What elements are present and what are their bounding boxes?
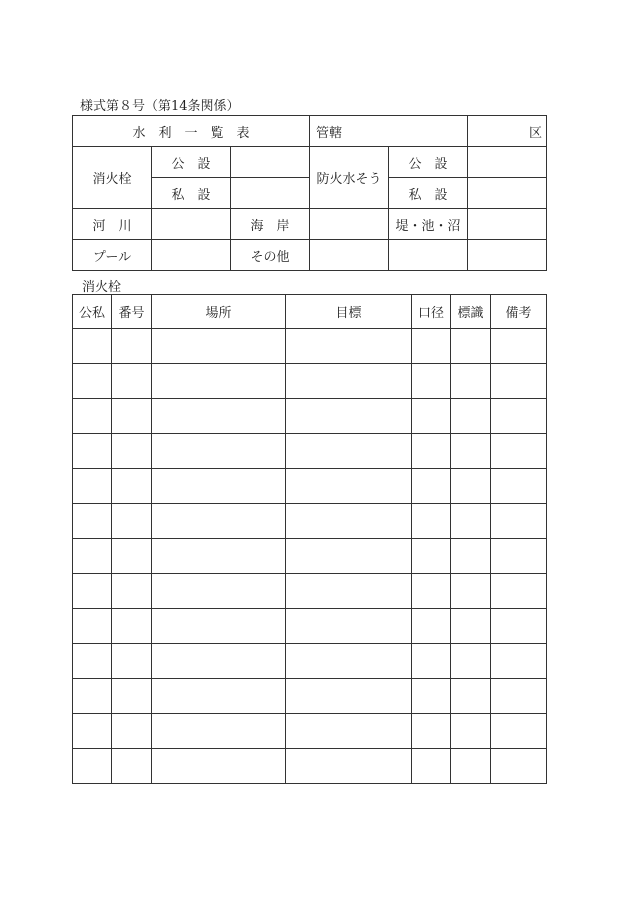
cell-number[interactable] [112, 469, 152, 504]
cell-number[interactable] [112, 679, 152, 714]
coast-count-cell[interactable] [310, 209, 389, 240]
cell-remarks[interactable] [491, 539, 547, 574]
water-resource-summary-table [72, 115, 547, 271]
cell-remarks[interactable] [491, 504, 547, 539]
cell-diameter[interactable] [412, 644, 451, 679]
other-label: その他 [231, 240, 310, 271]
cell-landmark[interactable] [286, 609, 412, 644]
cell-number[interactable] [112, 504, 152, 539]
cell-location[interactable] [152, 469, 286, 504]
cell-landmark[interactable] [286, 539, 412, 574]
cell-sign[interactable] [451, 609, 491, 644]
cell-public-private[interactable] [73, 644, 112, 679]
cell-number[interactable] [112, 434, 152, 469]
hydrant-public-count-cell[interactable] [231, 147, 310, 178]
hydrant-private-count-cell[interactable] [231, 178, 310, 209]
cell-diameter[interactable] [412, 609, 451, 644]
cell-location[interactable] [152, 749, 286, 784]
table-row [73, 539, 547, 574]
cell-location[interactable] [152, 504, 286, 539]
cell-landmark[interactable] [286, 504, 412, 539]
cell-location[interactable] [152, 329, 286, 364]
cell-diameter[interactable] [412, 364, 451, 399]
cell-location[interactable] [152, 434, 286, 469]
cell-location[interactable] [152, 714, 286, 749]
jurisdiction-label: 管轄 [310, 116, 468, 147]
cell-sign[interactable] [451, 364, 491, 399]
cell-diameter[interactable] [412, 539, 451, 574]
cell-diameter[interactable] [412, 714, 451, 749]
cistern-private-label: 私 設 [389, 178, 468, 209]
cell-public-private[interactable] [73, 749, 112, 784]
cell-remarks[interactable] [491, 364, 547, 399]
ward-suffix: 区 [468, 116, 547, 147]
cistern-private-count-cell[interactable] [468, 178, 547, 209]
cell-number[interactable] [112, 574, 152, 609]
cell-landmark[interactable] [286, 644, 412, 679]
header-location: 場所 [152, 295, 286, 329]
cell-number[interactable] [112, 329, 152, 364]
cell-sign[interactable] [451, 504, 491, 539]
cell-diameter[interactable] [412, 329, 451, 364]
cell-landmark[interactable] [286, 434, 412, 469]
cell-public-private[interactable] [73, 469, 112, 504]
cell-remarks[interactable] [491, 574, 547, 609]
cell-landmark[interactable] [286, 714, 412, 749]
cell-remarks[interactable] [491, 434, 547, 469]
cell-landmark[interactable] [286, 329, 412, 364]
table-row [73, 714, 547, 749]
table-row [73, 469, 547, 504]
cell-location[interactable] [152, 679, 286, 714]
cell-location[interactable] [152, 644, 286, 679]
river-count-cell[interactable] [152, 209, 231, 240]
cistern-public-count-cell[interactable] [468, 147, 547, 178]
pool-count-cell[interactable] [152, 240, 231, 271]
hydrant-public-label: 公 設 [152, 147, 231, 178]
table-row [73, 504, 547, 539]
cell-sign[interactable] [451, 644, 491, 679]
cell-sign[interactable] [451, 469, 491, 504]
cell-diameter[interactable] [412, 399, 451, 434]
cell-public-private[interactable] [73, 609, 112, 644]
cell-diameter[interactable] [412, 679, 451, 714]
extra-count-cell[interactable] [468, 240, 547, 271]
cell-public-private[interactable] [73, 679, 112, 714]
cell-sign[interactable] [451, 434, 491, 469]
cell-landmark[interactable] [286, 749, 412, 784]
cell-sign[interactable] [451, 329, 491, 364]
other-count-cell[interactable] [310, 240, 389, 271]
cell-public-private[interactable] [73, 539, 112, 574]
header-diameter: 口径 [412, 295, 451, 329]
cell-landmark[interactable] [286, 574, 412, 609]
cell-number[interactable] [112, 714, 152, 749]
cell-remarks[interactable] [491, 609, 547, 644]
cistern-public-label: 公 設 [389, 147, 468, 178]
header-sign: 標識 [451, 295, 491, 329]
table-row [73, 329, 547, 364]
cell-number[interactable] [112, 749, 152, 784]
cell-remarks[interactable] [491, 399, 547, 434]
table-row [73, 399, 547, 434]
hydrant-label: 消火栓 [73, 147, 152, 209]
cell-landmark[interactable] [286, 364, 412, 399]
header-remarks: 備考 [491, 295, 547, 329]
cell-sign[interactable] [451, 399, 491, 434]
cell-remarks[interactable] [491, 749, 547, 784]
river-label: 河 川 [73, 209, 152, 240]
table-row [73, 364, 547, 399]
cell-public-private[interactable] [73, 504, 112, 539]
cell-landmark[interactable] [286, 469, 412, 504]
cell-diameter[interactable] [412, 469, 451, 504]
cell-number[interactable] [112, 609, 152, 644]
table-row [73, 574, 547, 609]
summary-title: 水 利 一 覧 表 [73, 116, 310, 147]
cell-public-private[interactable] [73, 364, 112, 399]
form-label: 様式第８号（第14条関係） [80, 99, 240, 114]
cell-sign[interactable] [451, 574, 491, 609]
cell-diameter[interactable] [412, 574, 451, 609]
cell-number[interactable] [112, 539, 152, 574]
cistern-label: 防火水そう [310, 147, 389, 209]
cell-number[interactable] [112, 644, 152, 679]
cell-landmark[interactable] [286, 399, 412, 434]
cell-remarks[interactable] [491, 679, 547, 714]
cell-public-private[interactable] [73, 399, 112, 434]
cell-location[interactable] [152, 364, 286, 399]
cell-public-private[interactable] [73, 329, 112, 364]
table-row [73, 609, 547, 644]
cell-sign[interactable] [451, 679, 491, 714]
pond-label: 堤・池・沼 [389, 209, 468, 240]
cell-diameter[interactable] [412, 749, 451, 784]
table-row [73, 749, 547, 784]
cell-location[interactable] [152, 609, 286, 644]
cell-remarks[interactable] [491, 644, 547, 679]
header-public-private: 公私 [73, 295, 112, 329]
hydrant-list-table [72, 294, 547, 784]
pool-label: プール [73, 240, 152, 271]
table-row [73, 644, 547, 679]
cell-sign[interactable] [451, 749, 491, 784]
cell-sign[interactable] [451, 539, 491, 574]
cell-public-private[interactable] [73, 574, 112, 609]
pond-count-cell[interactable] [468, 209, 547, 240]
cell-public-private[interactable] [73, 434, 112, 469]
header-number: 番号 [112, 295, 152, 329]
table-row [73, 434, 547, 469]
cell-remarks[interactable] [491, 469, 547, 504]
cell-landmark[interactable] [286, 679, 412, 714]
cell-remarks[interactable] [491, 714, 547, 749]
cell-number[interactable] [112, 399, 152, 434]
hydrant-section-label: 消火栓 [82, 280, 122, 295]
cell-location[interactable] [152, 574, 286, 609]
hydrant-private-label: 私 設 [152, 178, 231, 209]
cell-sign[interactable] [451, 714, 491, 749]
cell-remarks[interactable] [491, 329, 547, 364]
cell-diameter[interactable] [412, 434, 451, 469]
coast-label: 海 岸 [231, 209, 310, 240]
cell-location[interactable] [152, 539, 286, 574]
cell-number[interactable] [112, 364, 152, 399]
table-row [73, 679, 547, 714]
extra-label-cell [389, 240, 468, 271]
cell-public-private[interactable] [73, 714, 112, 749]
hydrant-table-header-row [73, 295, 547, 329]
cell-diameter[interactable] [412, 504, 451, 539]
cell-location[interactable] [152, 399, 286, 434]
header-landmark: 目標 [286, 295, 412, 329]
